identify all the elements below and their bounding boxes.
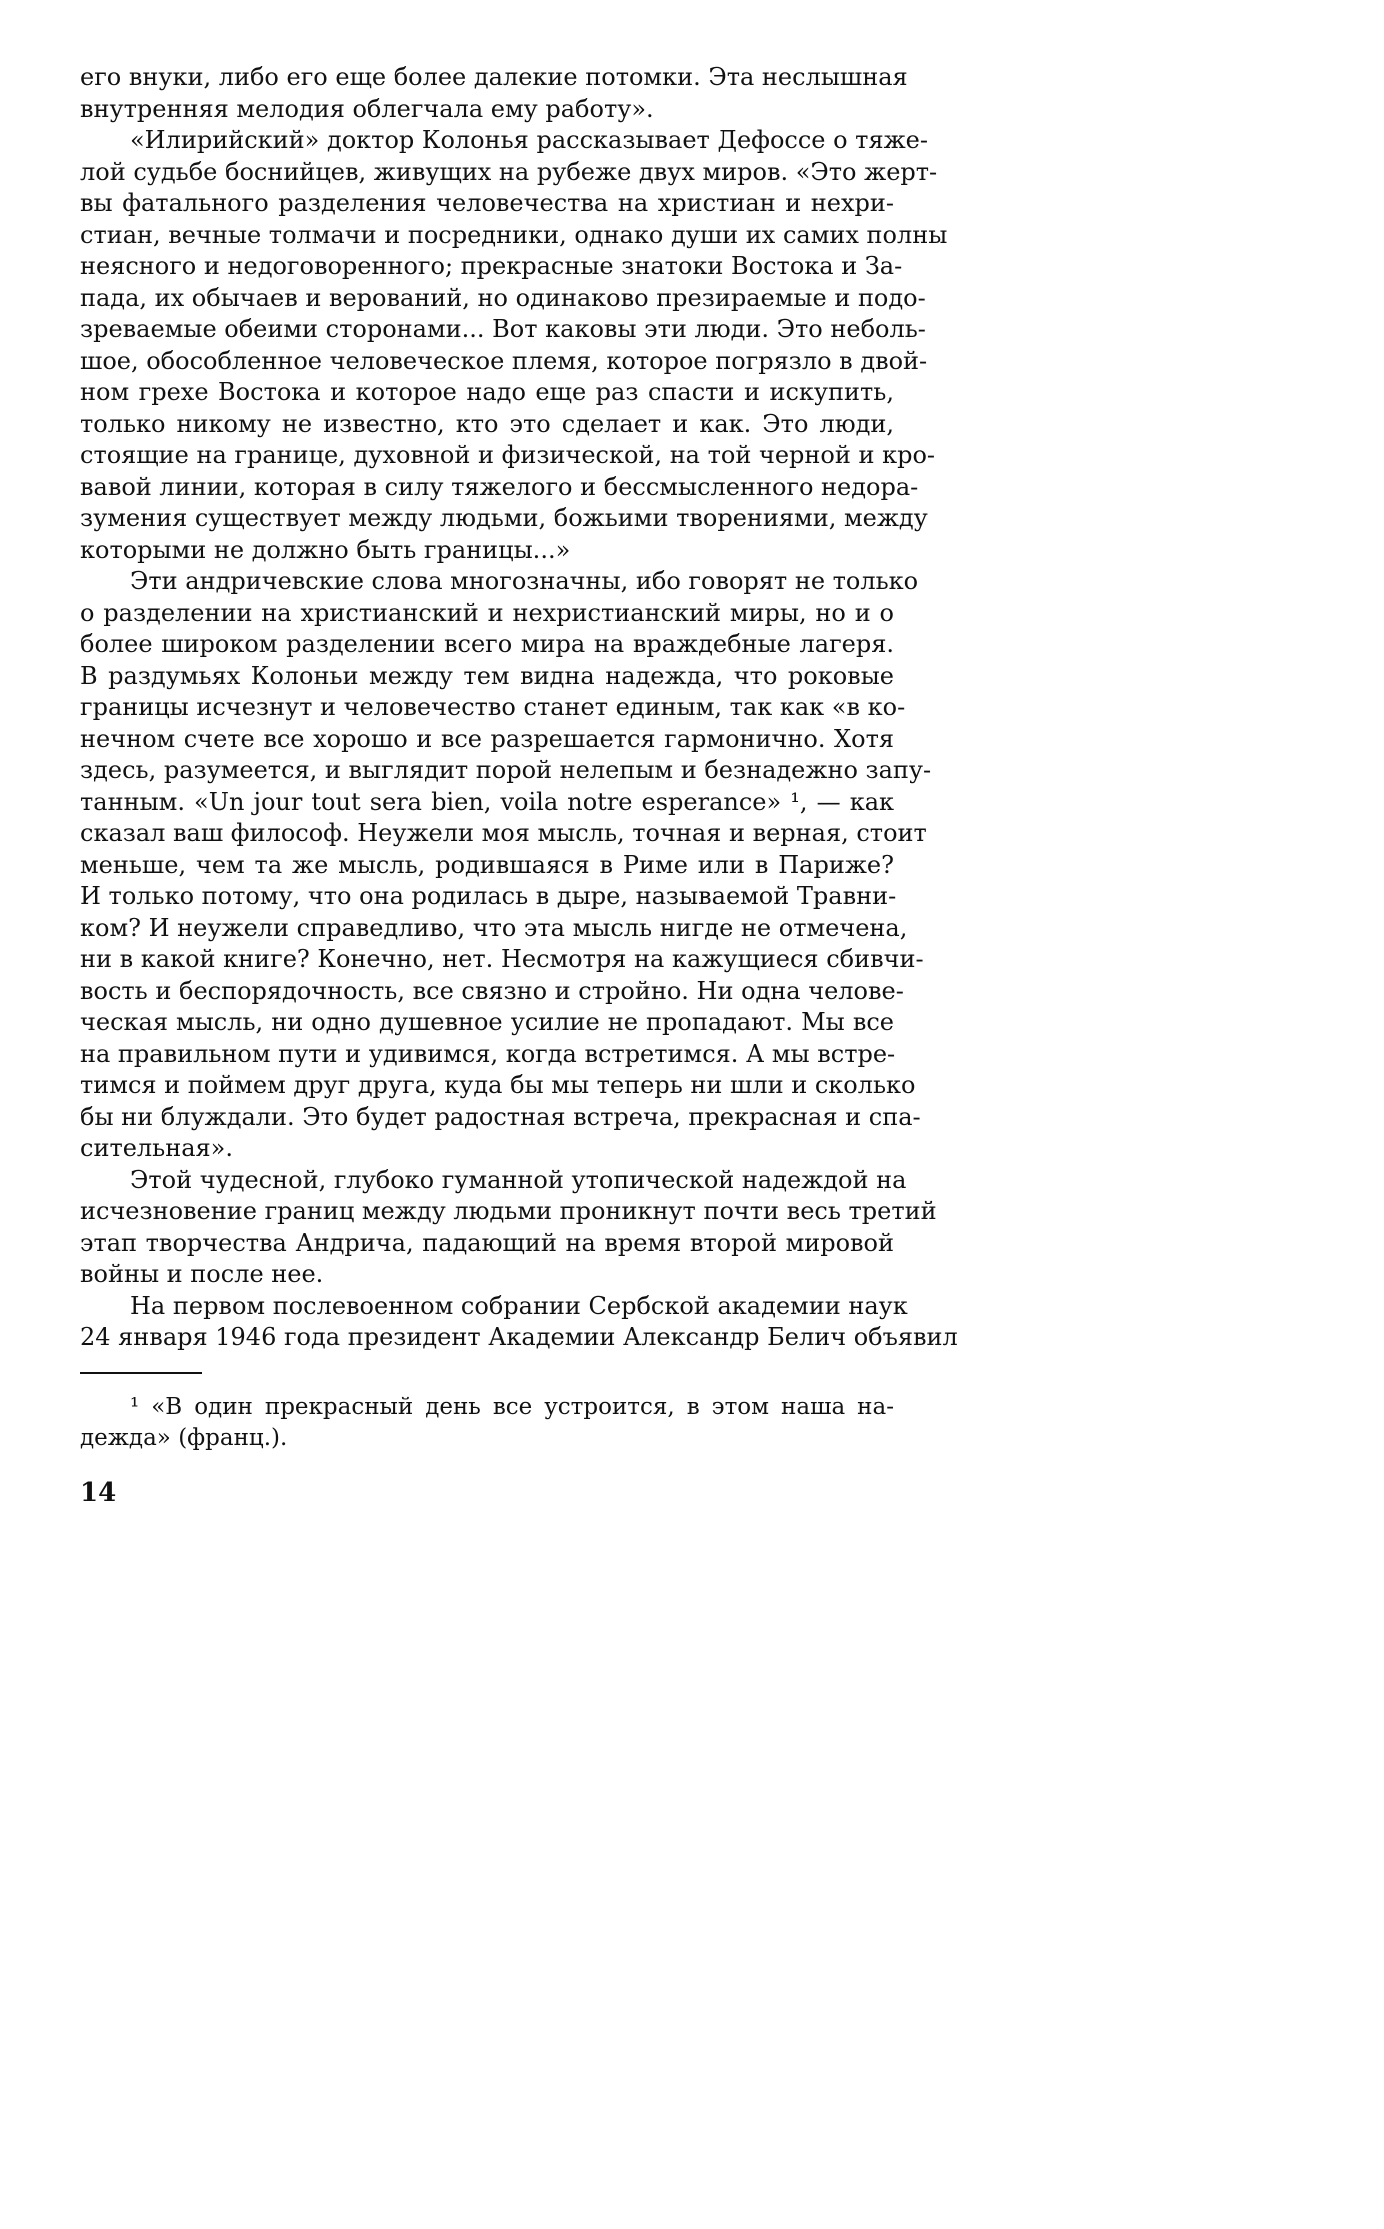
- text-line: На первом послевоенном собрании Сербской академии наук: [130, 1291, 908, 1320]
- text-line: только никому не известно, кто это сделает и как. Это люди,: [80, 409, 894, 438]
- text-line: вость и беспорядочность, все связно и стройно. Ни одна челове-: [80, 976, 904, 1005]
- text-line: здесь, разумеется, и выглядит порой нелепым и безнадежно запу-: [80, 756, 932, 784]
- text-line: лой судьбе боснийцев, живущих на рубеже двух миров. «Это жерт-: [80, 157, 938, 186]
- text-line: стоящие на границе, духовной и физической, на той черной и кро-: [80, 441, 936, 469]
- text-line: ком? И неужели справедливо, что эта мысль нигде не отмечена,: [80, 913, 908, 942]
- text-line: ном грехе Востока и которое надо еще раз спасти и искупить,: [80, 378, 894, 406]
- text-line: войны и после нее.: [80, 1260, 324, 1288]
- text-line: неясного и недоговоренного; прекрасные знатоки Востока и За-: [80, 252, 903, 280]
- text-line: пада, их обычаев и верований, но одинаково презираемые и подо-: [80, 283, 926, 312]
- text-line: вавой линии, которая в силу тяжелого и бессмысленного недора-: [80, 472, 919, 501]
- text-line: тимся и поймем друг друга, куда бы мы теперь ни шли и сколько: [80, 1071, 916, 1099]
- footnote-line: дежда» (франц.).: [80, 1425, 288, 1451]
- text-line: вы фатального разделения человечества на христиан и нехри-: [80, 189, 894, 217]
- text-line: сказал ваш философ. Неужели моя мысль, точная и верная, стоит: [80, 819, 927, 847]
- text-line: исчезновение границ между людьми проникнут почти весь третий: [80, 1197, 937, 1225]
- text-line: ческая мысль, ни одно душевное усилие не пропадают. Мы все: [80, 1008, 894, 1036]
- text-line: этап творчества Андрича, падающий на время второй мировой: [80, 1228, 894, 1257]
- text-line: В раздумьях Колоньи между тем видна надежда, что роковые: [80, 661, 894, 690]
- text-line: на правильном пути и удивимся, когда встретимся. А мы встре-: [80, 1039, 896, 1068]
- text-line: стиан, вечные толмачи и посредники, однако души их самих полны: [80, 220, 948, 249]
- page-number: 14: [80, 1478, 117, 1508]
- text-line: внутренняя мелодия облегчала ему работу».: [80, 94, 654, 123]
- text-line: более широком разделении всего мира на враждебные лагеря.: [80, 630, 894, 658]
- text-line: зреваемые обеими сторонами... Вот каковы эти люди. Это неболь-: [80, 315, 926, 343]
- text-line: о разделении на христианский и нехристианский миры, но и о: [80, 598, 894, 627]
- footnote-line: ¹ «В один прекрасный день все устроится, в этом наша на-: [130, 1394, 894, 1420]
- text-line: меньше, чем та же мысль, родившаяся в Риме или в Париже?: [80, 850, 894, 879]
- footnote: [80, 1392, 894, 1454]
- text-line: его внуки, либо его еще более далекие потомки. Эта неслышная: [80, 63, 908, 91]
- text-line: которыми не должно быть границы...»: [80, 535, 571, 564]
- text-line: И только потому, что она родилась в дыре, называемой Травни-: [80, 882, 897, 910]
- text-line: границы исчезнут и человечество станет единым, так как «в ко-: [80, 693, 906, 721]
- body-text: [80, 62, 958, 1354]
- text-line: 24 января 1946 года президент Академии Александр Белич объявил: [80, 1323, 958, 1351]
- text-line: Этой чудесной, глубоко гуманной утопической надеждой на: [130, 1165, 907, 1194]
- text-line: ни в какой книге? Конечно, нет. Несмотря на кажущиеся сбивчи-: [80, 945, 924, 973]
- text-line: сительная».: [80, 1134, 233, 1162]
- text-line: «Илирийский» доктор Колонья рассказывает Дефоссе о тяже-: [130, 126, 928, 154]
- text-line: Эти андричевские слова многозначны, ибо говорят не только: [130, 567, 919, 595]
- text-line: танным. «Un jour tout sera bien, voila notre esperance» ¹, — как: [80, 787, 894, 816]
- text-line: шое, обособленное человеческое племя, которое погрязло в двой-: [80, 346, 928, 375]
- text-line: нечном счете все хорошо и все разрешается гармонично. Хотя: [80, 724, 894, 753]
- text-line: зумения существует между людьми, божьими творениями, между: [80, 504, 928, 532]
- footnote-divider: [80, 1372, 202, 1374]
- text-line: бы ни блуждали. Это будет радостная встреча, прекрасная и спа-: [80, 1102, 921, 1131]
